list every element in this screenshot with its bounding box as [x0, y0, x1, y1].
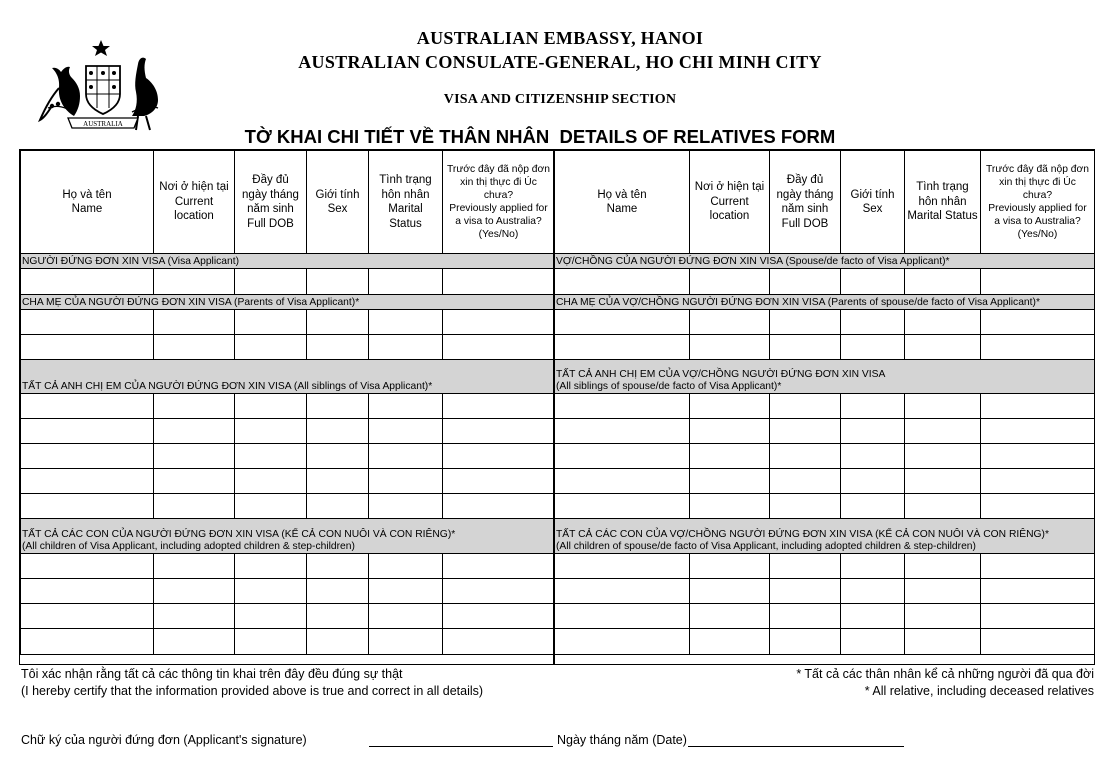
sex-cell[interactable] — [307, 469, 369, 494]
table-row — [21, 269, 555, 295]
section-heading: VISA AND CITIZENSHIP SECTION — [443, 92, 677, 107]
sex-cell[interactable] — [841, 444, 905, 469]
certification-text-en: (I hereby certify that the information provided above is true and correct in all details) — [21, 684, 484, 698]
text-line: năm sinh — [247, 203, 294, 215]
marital-status-cell[interactable] — [905, 494, 981, 519]
name-cell[interactable] — [21, 604, 154, 629]
text-line: Giới tính — [850, 188, 895, 201]
sex-cell[interactable] — [307, 494, 369, 519]
text-line: năm sinh — [781, 203, 829, 215]
marital-status-cell[interactable] — [905, 554, 981, 579]
text-line: Sex — [862, 203, 883, 215]
text-line: Trước đây đã nộp đơn — [985, 164, 1089, 175]
marital-status-cell[interactable] — [905, 335, 981, 360]
location-column-header — [154, 151, 235, 254]
name-cell[interactable] — [21, 335, 154, 360]
previous-visa-cell[interactable] — [981, 394, 1095, 419]
sex-cell[interactable] — [307, 419, 369, 444]
dob-cell[interactable] — [235, 629, 307, 655]
previous-visa-cell[interactable] — [443, 629, 555, 655]
location-cell[interactable] — [154, 604, 235, 629]
text-line: chưa? — [1022, 190, 1053, 201]
text-line: TẤT CẢ ANH CHỊ EM CỦA VỢ/CHỒNG NGƯỜI ĐỨNG ĐƠN XIN VISA — [556, 369, 886, 380]
name-cell[interactable] — [555, 554, 690, 579]
sex-cell[interactable] — [307, 335, 369, 360]
previous-visa-cell[interactable] — [981, 269, 1095, 295]
table-row — [555, 494, 1095, 519]
text-line: CHA MẸ CỦA NGƯỜI ĐỨNG ĐƠN XIN VISA (Parents of Visa Applicant)* — [22, 297, 360, 308]
marital-status-cell[interactable] — [369, 494, 443, 519]
text-line: CHA MẸ CỦA VỢ/CHỒNG NGƯỜI ĐỨNG ĐƠN XIN VISA (Parents of spouse/de facto of Visa Applicant)* — [556, 297, 1040, 308]
text-line: Current — [174, 195, 214, 208]
marital-status-cell[interactable] — [905, 394, 981, 419]
text-line: a visa to Australia? — [455, 216, 542, 227]
marital-status-cell[interactable] — [369, 335, 443, 360]
location-cell[interactable] — [690, 469, 770, 494]
dob-cell[interactable] — [770, 335, 841, 360]
location-cell[interactable] — [690, 444, 770, 469]
table-row — [21, 444, 555, 469]
text-line: Giới tính — [315, 188, 360, 201]
table-center-divider — [553, 149, 555, 665]
text-line: ngày tháng — [776, 188, 834, 201]
location-cell[interactable] — [154, 629, 235, 655]
previous-visa-cell[interactable] — [981, 310, 1095, 335]
marital-status-cell[interactable] — [369, 269, 443, 295]
table-row — [21, 394, 555, 419]
form-title-vi: TỜ KHAI CHI TIẾT VỀ THÂN NHÂN — [244, 126, 550, 147]
applicant-section-header — [21, 254, 555, 269]
table-row — [555, 394, 1095, 419]
table-row — [555, 335, 1095, 360]
text-line: (All children of Visa Applicant, including adopted children & step-children) — [22, 541, 355, 552]
spouse-section-header — [555, 254, 1095, 269]
text-line: Trước đây đã nộp đơn — [446, 164, 550, 175]
marital-status-cell[interactable] — [905, 579, 981, 604]
previous-visa-cell[interactable] — [981, 579, 1095, 604]
location-cell[interactable] — [154, 394, 235, 419]
table-row — [21, 335, 555, 360]
dob-cell[interactable] — [235, 419, 307, 444]
location-cell[interactable] — [690, 604, 770, 629]
name-cell[interactable] — [555, 629, 690, 655]
location-cell[interactable] — [154, 469, 235, 494]
name-cell[interactable] — [555, 579, 690, 604]
dob-cell[interactable] — [235, 269, 307, 295]
marital-status-cell[interactable] — [369, 629, 443, 655]
table-row — [555, 629, 1095, 655]
sex-cell[interactable] — [307, 554, 369, 579]
previous-visa-cell[interactable] — [443, 269, 555, 295]
text-line: Marital Status — [907, 210, 978, 223]
sex-cell[interactable] — [307, 629, 369, 655]
text-line: (All siblings of spouse/de facto of Visa Applicant)* — [556, 381, 782, 392]
table-row — [555, 269, 1095, 295]
text-line: Nơi ở hiện tại — [694, 181, 765, 194]
text-line: location — [709, 210, 750, 223]
text-line: Họ và tên — [62, 188, 112, 201]
certification-text-vi: Tôi xác nhận rằng tất cả các thông tin khai trên đây đều đúng sự thật — [21, 667, 403, 681]
dob-cell[interactable] — [770, 494, 841, 519]
text-line: hôn nhân — [918, 195, 967, 208]
text-line: (Yes/No) — [478, 229, 519, 240]
previous-visa-cell[interactable] — [981, 554, 1095, 579]
marital-status-cell[interactable] — [905, 310, 981, 335]
column-header-row — [555, 151, 1095, 254]
embassy-heading: AUSTRALIAN EMBASSY, HANOI — [416, 28, 704, 48]
marital-status-cell[interactable] — [369, 469, 443, 494]
previous-visa-cell[interactable] — [443, 579, 555, 604]
name-cell[interactable] — [21, 394, 154, 419]
dob-cell[interactable] — [235, 579, 307, 604]
spouse-parents-section-header — [555, 295, 1095, 310]
name-cell[interactable] — [555, 269, 690, 295]
marital-status-cell[interactable] — [369, 310, 443, 335]
location-cell[interactable] — [154, 335, 235, 360]
sex-cell[interactable] — [307, 394, 369, 419]
table-row — [21, 469, 555, 494]
text-line: Name — [71, 203, 103, 215]
sex-cell[interactable] — [841, 419, 905, 444]
signature-field[interactable] — [369, 746, 553, 747]
table-row — [555, 604, 1095, 629]
text-line: TẤT CẢ CÁC CON CỦA VỢ/CHỒNG NGƯỜI ĐỨNG ĐƠN XIN VISA (KỂ CẢ CON NUÔI VÀ CON RIÊNG)* — [556, 529, 1049, 540]
dob-cell[interactable] — [235, 444, 307, 469]
location-cell[interactable] — [690, 394, 770, 419]
marital-status-cell[interactable] — [369, 444, 443, 469]
name-cell[interactable] — [21, 419, 154, 444]
sex-column-header — [307, 151, 369, 254]
dob-cell[interactable] — [770, 629, 841, 655]
marital-status-cell[interactable] — [369, 579, 443, 604]
coat-of-arms-icon — [34, 38, 172, 134]
location-cell[interactable] — [154, 419, 235, 444]
text-line: TẤT CẢ CÁC CON CỦA NGƯỜI ĐỨNG ĐƠN XIN VISA (KỂ CẢ CON NUÔI VÀ CON RIÊNG)* — [22, 529, 456, 540]
dob-cell[interactable] — [770, 419, 841, 444]
location-cell[interactable] — [154, 554, 235, 579]
children-section-header — [21, 519, 555, 554]
parents-section-header — [21, 295, 555, 310]
sex-cell[interactable] — [307, 604, 369, 629]
marital-status-cell[interactable] — [905, 604, 981, 629]
name-cell[interactable] — [555, 469, 690, 494]
spouse-children-section-header — [555, 519, 1095, 554]
name-cell[interactable] — [21, 554, 154, 579]
table-row — [21, 310, 555, 335]
dob-cell[interactable] — [235, 310, 307, 335]
marital-status-cell[interactable] — [905, 444, 981, 469]
previous-visa-cell[interactable] — [981, 629, 1095, 655]
name-cell[interactable] — [555, 419, 690, 444]
name-cell[interactable] — [555, 310, 690, 335]
dob-cell[interactable] — [770, 310, 841, 335]
text-line: Full DOB — [247, 217, 294, 230]
name-cell[interactable] — [21, 269, 154, 295]
location-cell[interactable] — [154, 269, 235, 295]
sex-cell[interactable] — [307, 444, 369, 469]
text-line: Tình trạng — [379, 174, 432, 186]
name-cell[interactable] — [21, 629, 154, 655]
dob-cell[interactable] — [235, 494, 307, 519]
table-row — [21, 494, 555, 519]
crest-motto: AUSTRALIA — [83, 120, 123, 128]
name-cell[interactable] — [555, 444, 690, 469]
text-line: Tình trạng — [916, 181, 969, 194]
name-cell[interactable] — [21, 469, 154, 494]
text-line: xin thị thực đi Úc — [460, 177, 537, 188]
spouse-siblings-section-header — [555, 360, 1095, 394]
sex-cell[interactable] — [841, 579, 905, 604]
marital-status-cell[interactable] — [905, 469, 981, 494]
consulate-heading: AUSTRALIAN CONSULATE-GENERAL, HO CHI MINH CITY — [298, 52, 822, 72]
spouse-relatives-table — [554, 150, 1095, 655]
marital-status-cell[interactable] — [369, 604, 443, 629]
sex-cell[interactable] — [841, 554, 905, 579]
marital-status-cell[interactable] — [905, 419, 981, 444]
text-line: Đầy đủ — [252, 174, 289, 186]
table-row — [555, 469, 1095, 494]
text-line: Đầy đủ — [786, 174, 824, 186]
form-title — [0, 126, 1080, 148]
text-line: Full DOB — [781, 217, 829, 230]
table-row — [21, 419, 555, 444]
text-line: Current — [710, 195, 749, 208]
sex-cell[interactable] — [841, 494, 905, 519]
location-column-header — [690, 151, 770, 254]
name-cell[interactable] — [21, 444, 154, 469]
text-line: (Yes/No) — [1017, 229, 1058, 240]
dob-cell[interactable] — [770, 469, 841, 494]
marital-column-header — [369, 151, 443, 254]
previous-visa-cell[interactable] — [981, 494, 1095, 519]
sex-cell[interactable] — [841, 394, 905, 419]
sex-cell[interactable] — [841, 604, 905, 629]
visa-applicant-relatives-table — [20, 150, 555, 655]
previous-visa-cell[interactable] — [443, 554, 555, 579]
table-row — [21, 629, 555, 655]
previous-visa-cell[interactable] — [981, 335, 1095, 360]
table-row — [555, 419, 1095, 444]
sex-cell[interactable] — [841, 629, 905, 655]
sex-column-header — [841, 151, 905, 254]
dob-cell[interactable] — [770, 554, 841, 579]
marital-status-cell[interactable] — [905, 629, 981, 655]
name-cell[interactable] — [555, 335, 690, 360]
text-line: location — [174, 210, 214, 223]
table-row — [21, 579, 555, 604]
previous-visa-cell[interactable] — [981, 419, 1095, 444]
text-line: hôn nhân — [381, 188, 430, 201]
previous-visa-cell[interactable] — [443, 494, 555, 519]
sex-cell[interactable] — [841, 469, 905, 494]
marital-status-cell[interactable] — [369, 394, 443, 419]
dob-cell[interactable] — [235, 469, 307, 494]
marital-status-cell[interactable] — [905, 269, 981, 295]
signature-label: Chữ ký của người đứng đơn (Applicant's signature) — [21, 733, 307, 747]
dob-cell[interactable] — [770, 444, 841, 469]
column-header-row — [21, 151, 555, 254]
dob-cell[interactable] — [770, 604, 841, 629]
table-row — [555, 444, 1095, 469]
location-cell[interactable] — [690, 554, 770, 579]
previous-visa-cell[interactable] — [981, 444, 1095, 469]
text-line: NGƯỜI ĐỨNG ĐƠN XIN VISA (Visa Applicant) — [22, 256, 240, 267]
relatives-note-en: * All relative, including deceased relatives — [864, 684, 1094, 698]
sex-cell[interactable] — [841, 269, 905, 295]
location-cell[interactable] — [154, 494, 235, 519]
table-row — [555, 554, 1095, 579]
name-column-header — [555, 151, 690, 254]
text-line: Họ và tên — [597, 188, 647, 201]
text-line: Previously applied for — [449, 203, 548, 214]
previous-visa-cell[interactable] — [443, 469, 555, 494]
dob-column-header — [235, 151, 307, 254]
sex-cell[interactable] — [307, 579, 369, 604]
location-cell[interactable] — [690, 494, 770, 519]
location-cell[interactable] — [690, 579, 770, 604]
text-line: Name — [606, 203, 638, 215]
name-cell[interactable] — [555, 604, 690, 629]
previous-visa-cell[interactable] — [981, 469, 1095, 494]
location-cell[interactable] — [154, 310, 235, 335]
location-cell[interactable] — [690, 629, 770, 655]
marital-status-cell[interactable] — [369, 419, 443, 444]
text-line: (All children of spouse/de facto of Visa Applicant, including adopted children & step-children) — [556, 541, 976, 552]
dob-cell[interactable] — [770, 579, 841, 604]
dob-column-header — [770, 151, 841, 254]
text-line: Sex — [327, 203, 348, 215]
dob-cell[interactable] — [235, 394, 307, 419]
dob-cell[interactable] — [770, 394, 841, 419]
text-line: chưa? — [483, 190, 514, 201]
table-row — [555, 579, 1095, 604]
relatives-note-vi: * Tất cả các thân nhân kể cả những người đã qua đời — [796, 667, 1094, 681]
previous-visa-cell[interactable] — [443, 335, 555, 360]
text-line: VỢ/CHỒNG CỦA NGƯỜI ĐỨNG ĐƠN XIN VISA (Spouse/de facto of Visa Applicant)* — [556, 256, 950, 267]
text-line: TẤT CẢ ANH CHỊ EM CỦA NGƯỜI ĐỨNG ĐƠN XIN VISA (All siblings of Visa Applicant)* — [22, 381, 433, 392]
location-cell[interactable] — [690, 419, 770, 444]
text-line: Status — [389, 217, 422, 230]
dob-cell[interactable] — [235, 335, 307, 360]
siblings-section-header — [21, 360, 555, 394]
previous-visa-cell[interactable] — [443, 394, 555, 419]
text-line: ngày tháng — [242, 188, 299, 201]
date-label: Ngày tháng năm (Date) — [557, 733, 687, 747]
sex-cell[interactable] — [841, 310, 905, 335]
text-line: Previously applied for — [988, 203, 1087, 214]
sex-cell[interactable] — [307, 269, 369, 295]
previous-visa-column-header — [443, 151, 555, 254]
previous-visa-cell[interactable] — [981, 604, 1095, 629]
name-cell[interactable] — [555, 394, 690, 419]
marital-status-cell[interactable] — [369, 554, 443, 579]
dob-cell[interactable] — [235, 554, 307, 579]
name-cell[interactable] — [21, 310, 154, 335]
sex-cell[interactable] — [841, 335, 905, 360]
location-cell[interactable] — [690, 310, 770, 335]
dob-cell[interactable] — [770, 269, 841, 295]
text-line: xin thị thực đi Úc — [999, 177, 1076, 188]
previous-visa-column-header — [981, 151, 1095, 254]
previous-visa-cell[interactable] — [443, 604, 555, 629]
text-line: a visa to Australia? — [994, 216, 1081, 227]
location-cell[interactable] — [690, 335, 770, 360]
marital-column-header — [905, 151, 981, 254]
table-row — [21, 554, 555, 579]
name-column-header — [21, 151, 154, 254]
name-cell[interactable] — [21, 494, 154, 519]
sex-cell[interactable] — [307, 310, 369, 335]
form-title-en: DETAILS OF RELATIVES FORM — [559, 126, 836, 147]
table-row — [21, 604, 555, 629]
previous-visa-cell[interactable] — [443, 310, 555, 335]
date-field[interactable] — [688, 746, 904, 747]
previous-visa-cell[interactable] — [443, 419, 555, 444]
location-cell[interactable] — [154, 579, 235, 604]
location-cell[interactable] — [154, 444, 235, 469]
table-row — [555, 310, 1095, 335]
text-line: Nơi ở hiện tại — [159, 181, 229, 194]
dob-cell[interactable] — [235, 604, 307, 629]
location-cell[interactable] — [690, 269, 770, 295]
name-cell[interactable] — [21, 579, 154, 604]
text-line: Marital — [388, 203, 423, 215]
previous-visa-cell[interactable] — [443, 444, 555, 469]
name-cell[interactable] — [555, 494, 690, 519]
